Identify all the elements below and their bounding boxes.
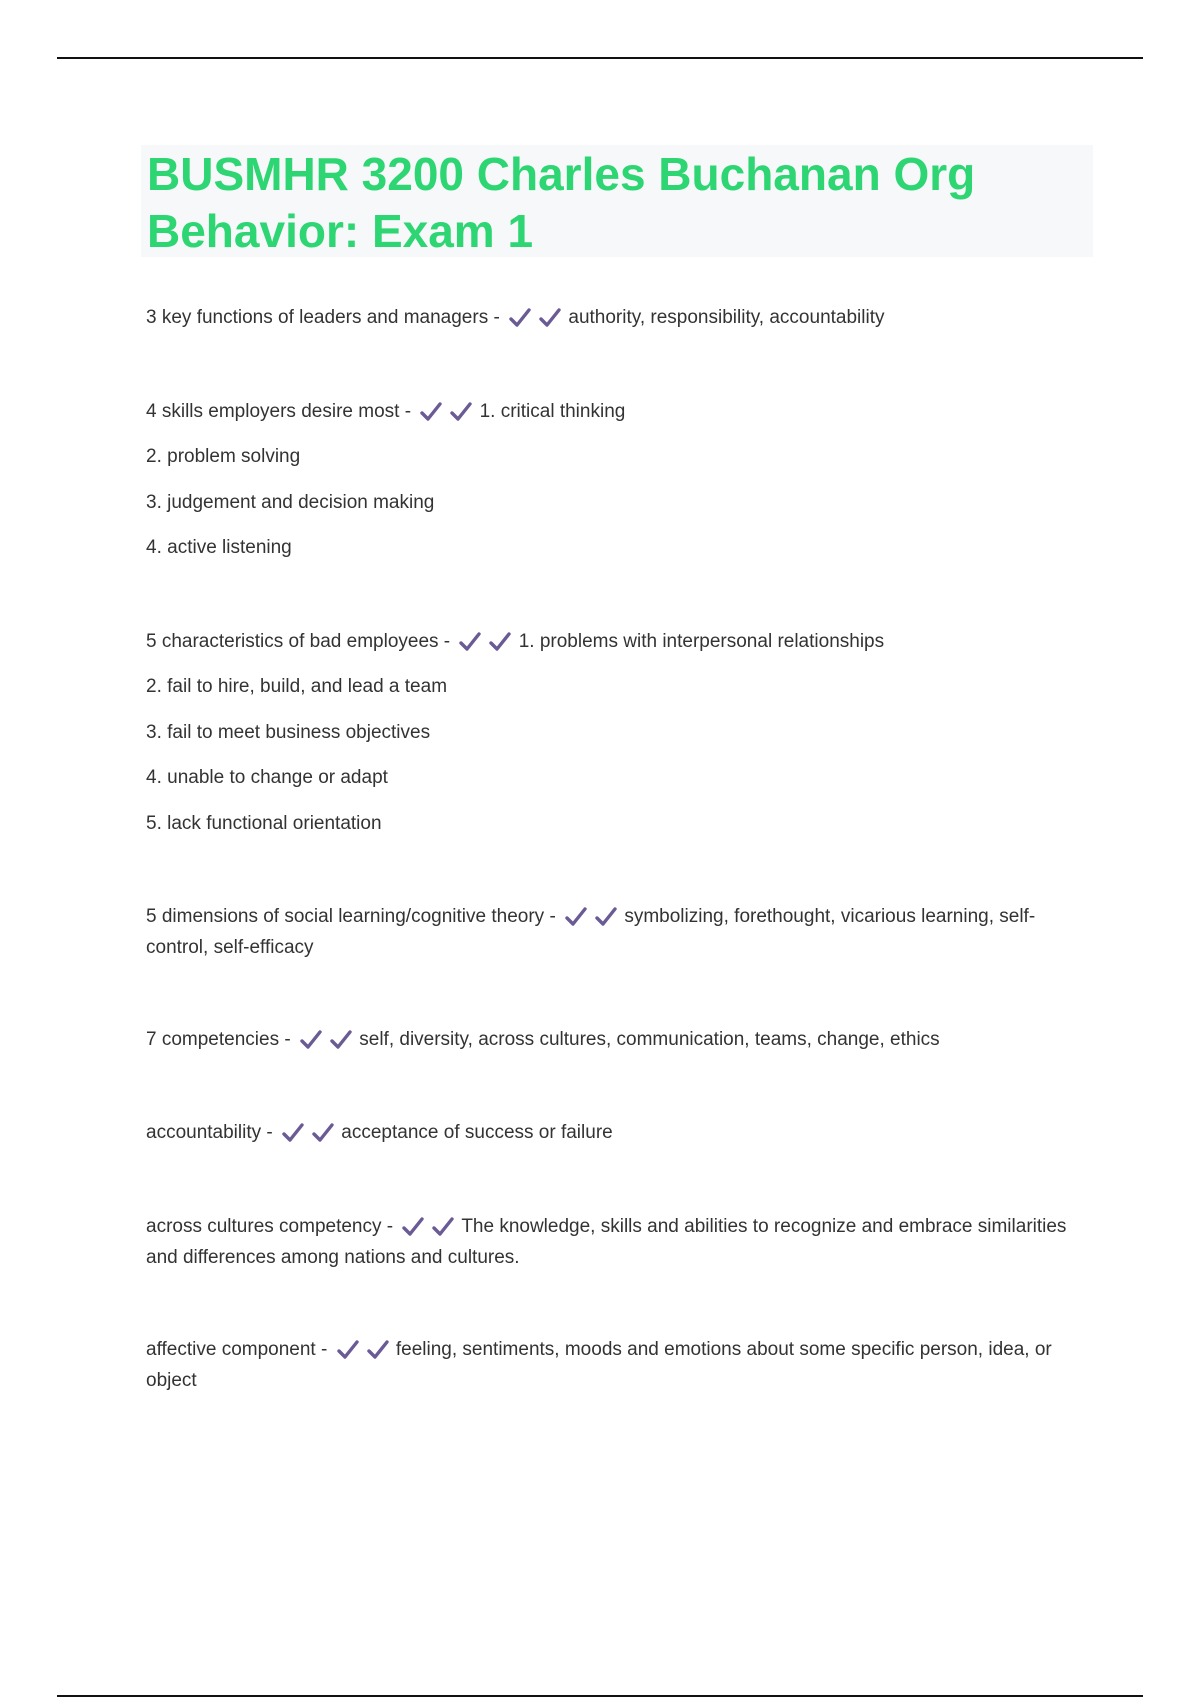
- entry-answer: authority, responsibility, accountability: [568, 307, 885, 328]
- double-check-icon: [509, 307, 561, 335]
- entry-term: 5 dimensions of social learning/cognitive theory -: [146, 906, 556, 927]
- entry-answer-line: 4. active listening: [146, 537, 292, 558]
- double-check-icon: [337, 1339, 389, 1367]
- double-check-icon: [402, 1216, 454, 1244]
- entry-2: [146, 398, 1096, 429]
- entry-answer-line: 5. lack functional orientation: [146, 813, 382, 834]
- entry-6: [146, 1119, 1096, 1150]
- double-check-icon: [420, 401, 472, 429]
- entry-term: affective component -: [146, 1339, 328, 1360]
- entry-5: [146, 1026, 1096, 1057]
- entry-term: 3 key functions of leaders and managers -: [146, 307, 500, 328]
- entry-8: [146, 1336, 1096, 1395]
- entry-answer: self, diversity, across cultures, communication, teams, change, ethics: [359, 1029, 940, 1050]
- entry-term: accountability -: [146, 1122, 273, 1143]
- top-rule: [57, 57, 1143, 59]
- double-check-icon: [282, 1122, 334, 1150]
- entry-answer-line: 3. judgement and decision making: [146, 492, 435, 513]
- entry-4: [146, 903, 1096, 962]
- entry-answer: 1. problems with interpersonal relationships: [518, 631, 885, 652]
- document-title: BUSMHR 3200 Charles Buchanan Org Behavior: Exam 1: [147, 148, 976, 257]
- entry-answer: acceptance of success or failure: [341, 1122, 613, 1143]
- entry-1: [146, 304, 1096, 335]
- double-check-icon: [300, 1029, 352, 1057]
- entry-7: [146, 1213, 1096, 1272]
- entry-answer: feeling, sentiments, moods and emotions about some specific person, idea, or object: [146, 1339, 1052, 1391]
- entry-term: 4 skills employers desire most -: [146, 401, 412, 422]
- entry-answer-line: 2. fail to hire, build, and lead a team: [146, 676, 448, 697]
- entry-answer: symbolizing, forethought, vicarious learning, self-control, self-efficacy: [146, 906, 1036, 958]
- bottom-rule: [57, 1695, 1143, 1697]
- entry-answer-line: 4. unable to change or adapt: [146, 767, 388, 788]
- entry-answer: 1. critical thinking: [479, 401, 626, 422]
- entry-term: across cultures competency -: [146, 1216, 394, 1237]
- double-check-icon: [459, 631, 511, 659]
- entry-answer: The knowledge, skills and abilities to recognize and embrace similarities and differences among nations and cultures.: [146, 1216, 1067, 1268]
- entry-3: [146, 628, 1096, 659]
- entry-term: 5 characteristics of bad employees -: [146, 631, 451, 652]
- entry-answer-line: 2. problem solving: [146, 446, 301, 467]
- entry-answer-line: 3. fail to meet business objectives: [146, 722, 431, 743]
- entry-term: 7 competencies -: [146, 1029, 291, 1050]
- double-check-icon: [565, 906, 617, 934]
